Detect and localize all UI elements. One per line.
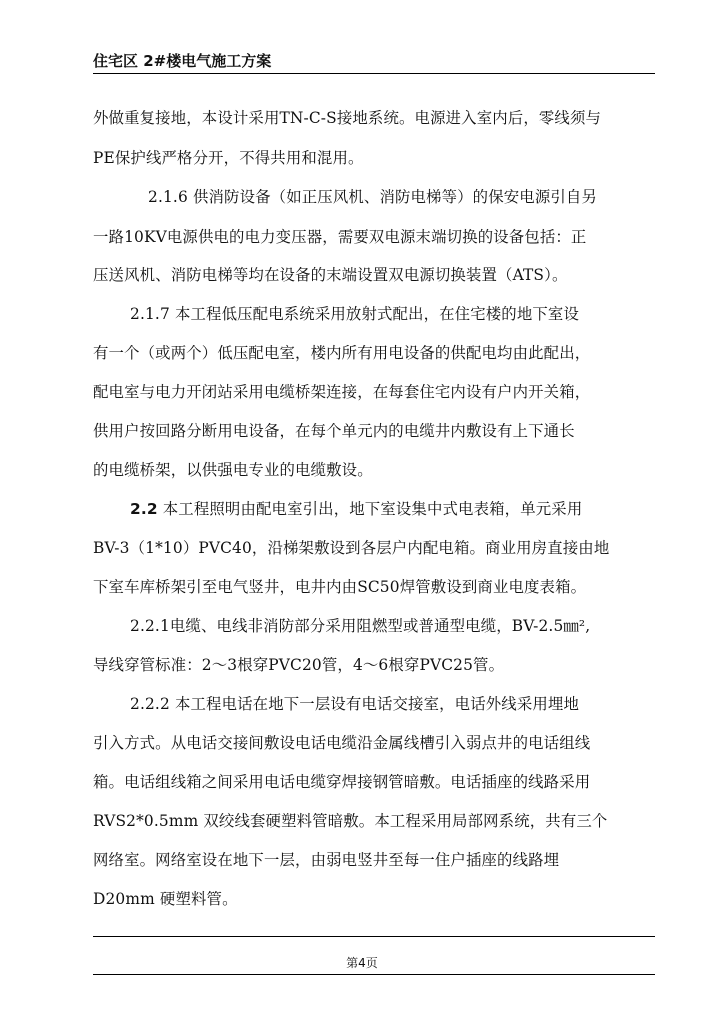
text-line: 外做重复接地，本设计采用TN-C-S接地系统。电源进入室内后，零线须与 (93, 109, 602, 127)
page-header-title: 住宅区 2#楼电气施工方案 (93, 52, 272, 70)
text-line (130, 499, 582, 519)
text-line: 2.2.2 本工程电话在地下一层设有电话交接室，电话外线采用埋地 (130, 695, 580, 713)
section-number: 2.2 (130, 500, 158, 518)
text-line: PE保护线严格分开，不得共用和混用。 (93, 149, 364, 167)
footer-divider-top (93, 936, 655, 937)
text-line: 配电室与电力开闭站采用电缆桥架连接，在每套住宅内设有户内开关箱， (93, 383, 591, 401)
text-line: 导线穿管标准：2～3根穿PVC20管，4～6根穿PVC25管。 (93, 656, 505, 674)
text-line: 引入方式。从电话交接间敷设电话电缆沿金属线槽引入弱点井的电话组线 (93, 734, 591, 752)
text-line: 箱。电话组线箱之间采用电话电缆穿焊接钢管暗敷。电话插座的线路采用 (93, 773, 591, 791)
text-line: 有一个（或两个）低压配电室，楼内所有用电设备的供配电均由此配出， (93, 344, 591, 362)
text-line: 2.2.1电缆、电线非消防部分采用阻燃型或普通型电缆，BV-2.5㎜², (130, 617, 591, 635)
page-number: 第4页 (346, 956, 378, 970)
text-line: 下室车库桥架引至电气竖井，电井内由SC50焊管敷设到商业电度表箱。 (93, 578, 587, 596)
footer-divider-bottom (93, 974, 655, 975)
text-line: D20mm 硬塑料管。 (93, 890, 238, 908)
text-line: 2.1.6 供消防设备（如正压风机、消防电梯等）的保安电源引自另 (148, 188, 598, 206)
text-line: RVS2*0.5mm 双绞线套硬塑料管暗敷。本工程采用局部网系统，共有三个 (93, 812, 608, 830)
text-line: 网络室。网络室设在地下一层，由弱电竖井至每一住户插座的线路埋 (93, 851, 560, 869)
text-line: 的电缆桥架，以供强电专业的电缆敷设。 (93, 461, 373, 479)
text-line: 2.1.7 本工程低压配电系统采用放射式配出，在住宅楼的地下室设 (130, 305, 580, 323)
text-line: BV-3（1*10）PVC40，沿梯架敷设到各层户内配电箱。商业用房直接由地 (93, 539, 610, 557)
text-line: 一路10KV电源供电的电力变压器，需要双电源末端切换的设备包括：正 (93, 228, 587, 246)
text-line: 供用户按回路分断用电设备，在每个单元内的电缆井内敷设有上下通长 (93, 422, 575, 440)
section-text: 本工程照明由配电室引出，地下室设集中式电表箱，单元采用 (162, 500, 583, 518)
text-line: 压送风机、消防电梯等均在设备的末端设置双电源切换装置（ATS）。 (93, 266, 568, 284)
header-divider (93, 73, 655, 74)
